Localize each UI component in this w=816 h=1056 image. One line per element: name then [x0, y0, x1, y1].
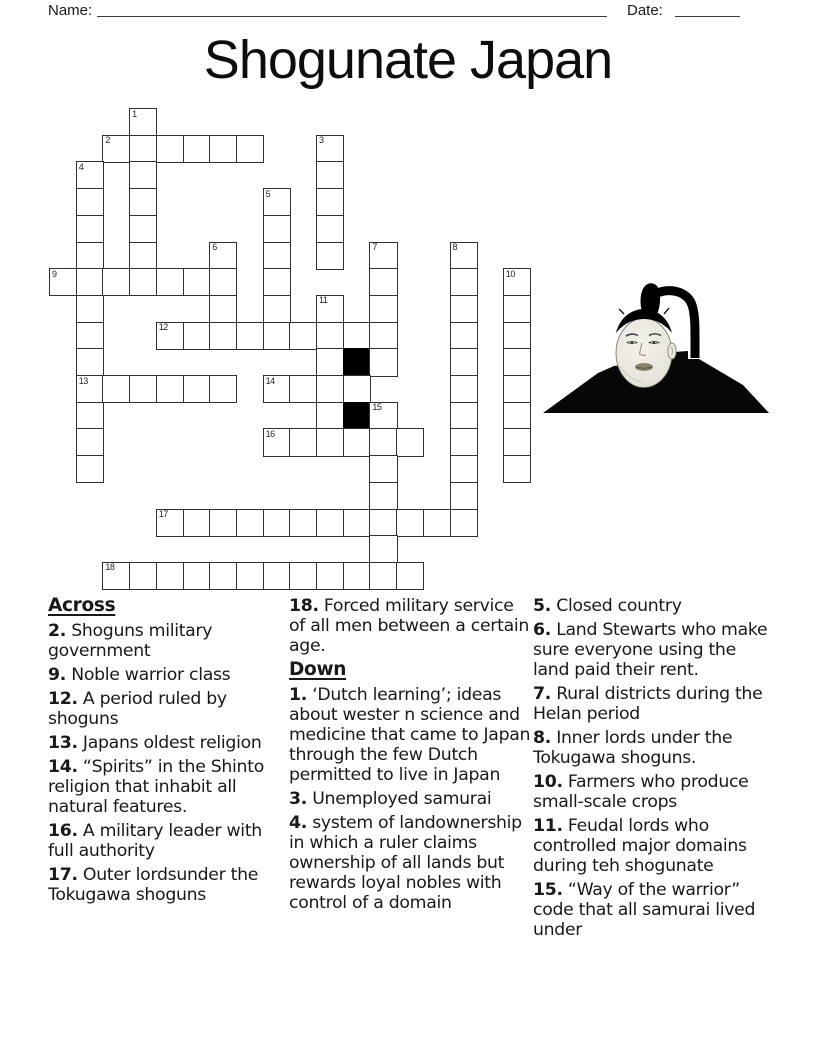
grid-cell-number: 9 — [52, 268, 57, 279]
grid-cell — [183, 375, 211, 403]
grid-cell — [102, 135, 130, 163]
grid-cell — [450, 482, 478, 510]
grid-cell — [129, 215, 157, 243]
grid-cell — [183, 322, 211, 350]
clue-10: 10. Farmers who produce small-scale crops — [533, 772, 749, 812]
grid-cell — [289, 428, 317, 456]
grid-cell — [263, 215, 291, 243]
grid-cell-number: 6 — [212, 242, 217, 252]
grid-cell-number: 18 — [105, 562, 115, 573]
grid-cell — [369, 242, 397, 270]
grid-cell — [289, 322, 317, 350]
grid-cell — [503, 375, 531, 403]
grid-cell — [156, 135, 184, 163]
clue-14: 14. “Spirits” in the Shinto religion that inhabit all natural features. — [48, 757, 264, 817]
grid-cell — [503, 428, 531, 456]
clue-number-label: 15. — [533, 880, 563, 900]
grid-cell — [236, 509, 264, 537]
grid-cell-number: 8 — [452, 242, 458, 252]
grid-cell — [76, 242, 104, 270]
grid-cell — [209, 242, 237, 270]
clue-number-label: 14. — [48, 757, 78, 777]
clue-9: 9. Noble warrior class — [48, 665, 231, 685]
grid-cell — [343, 322, 371, 350]
clue-number-label: 7. — [533, 684, 551, 704]
grid-cell-black — [343, 402, 371, 430]
grid-cell — [396, 562, 424, 590]
clue-2: 2. Shoguns military government — [48, 621, 213, 661]
clue-17: 17. Outer lordsunder the Tokugawa shoguns — [48, 865, 259, 905]
grid-cell — [369, 482, 397, 510]
grid-cell — [129, 135, 157, 163]
grid-cell — [209, 562, 237, 590]
grid-cell — [129, 562, 157, 590]
grid-cell — [209, 322, 237, 350]
grid-cell — [102, 268, 130, 296]
clue-number-label: 5. — [533, 596, 551, 616]
grid-cell-black — [343, 348, 371, 376]
clue-number-label: 6. — [533, 620, 551, 640]
grid-cell — [156, 375, 184, 403]
grid-cell — [156, 322, 184, 350]
grid-cell — [450, 348, 478, 376]
grid-cell — [183, 509, 211, 537]
grid-cell — [343, 509, 371, 537]
grid-cell — [183, 135, 211, 163]
grid-cell — [316, 402, 344, 430]
grid-cell-number: 10 — [505, 268, 515, 279]
grid-cell — [102, 562, 130, 590]
clue-16: 16. A military leader with full authority — [48, 821, 262, 861]
clue-3: 3. Unemployed samurai — [289, 789, 492, 809]
clue-18: 18. Forced military service of all men between a certain age. — [289, 596, 530, 656]
grid-cell — [263, 322, 291, 350]
grid-cell-number: 7 — [372, 242, 377, 252]
grid-cell-number: 1 — [132, 108, 137, 119]
date-line — [675, 2, 740, 17]
grid-cell — [183, 562, 211, 590]
grid-cell — [316, 428, 344, 456]
grid-cell — [450, 402, 478, 430]
clue-13: 13. Japans oldest religion — [48, 733, 262, 753]
hat-topknot-shape — [641, 283, 661, 315]
grid-cell — [76, 295, 104, 323]
grid-cell — [263, 562, 291, 590]
clue-8: 8. Inner lords under the Tokugawa shoguns. — [533, 728, 733, 768]
clue-number-label: 17. — [48, 865, 78, 885]
grid-cell — [236, 322, 264, 350]
grid-cell — [289, 562, 317, 590]
grid-cell — [129, 108, 157, 136]
clue-number-label: 9. — [48, 665, 66, 685]
grid-cell — [450, 295, 478, 323]
grid-cell — [129, 375, 157, 403]
clues-section-header-down: Down — [289, 659, 347, 680]
grid-cell — [369, 295, 397, 323]
grid-cell — [369, 348, 397, 376]
grid-cell-number: 4 — [78, 161, 84, 172]
grid-cell — [369, 402, 397, 430]
grid-cell — [263, 428, 291, 456]
clues-column-across — [48, 596, 286, 909]
grid-cell — [369, 428, 397, 456]
grid-cell — [76, 161, 104, 189]
page-title: Shogunate Japan — [203, 30, 613, 90]
grid-cell — [76, 268, 104, 296]
grid-cell — [316, 509, 344, 537]
grid-cell — [236, 135, 264, 163]
clues-column-middle — [289, 596, 532, 917]
right-pupil — [653, 341, 655, 343]
mouth-shape — [636, 364, 653, 371]
grid-cell — [129, 161, 157, 189]
grid-cell — [503, 295, 531, 323]
grid-cell — [369, 509, 397, 537]
grid-cell — [316, 295, 344, 323]
grid-cell — [289, 375, 317, 403]
grid-cell — [263, 268, 291, 296]
grid-cell — [369, 535, 397, 563]
grid-cell — [129, 268, 157, 296]
grid-cell — [450, 242, 478, 270]
grid-cell-number: 13 — [78, 375, 88, 386]
grid-cell — [369, 268, 397, 296]
grid-cell — [316, 322, 344, 350]
grid-cell-number: 11 — [319, 295, 328, 306]
grid-cell — [503, 268, 531, 296]
clue-5: 5. Closed country — [533, 596, 682, 616]
grid-cell — [263, 375, 291, 403]
grid-cell — [450, 455, 478, 483]
grid-cell — [343, 562, 371, 590]
grid-cell-number: 3 — [319, 135, 324, 146]
grid-cell — [263, 509, 291, 537]
clue-11: 11. Feudal lords who controlled major domains during teh shogunate — [533, 816, 747, 876]
grid-cell-number: 5 — [265, 188, 271, 199]
clue-7: 7. Rural districts during the Helan period — [533, 684, 763, 724]
grid-cell — [209, 509, 237, 537]
grid-cell — [129, 188, 157, 216]
clue-number-label: 1. — [289, 685, 307, 705]
grid-cell — [369, 455, 397, 483]
grid-cell — [76, 188, 104, 216]
grid-cell — [316, 375, 344, 403]
grid-cell — [209, 295, 237, 323]
shogun-illustration — [540, 281, 772, 417]
grid-cell — [316, 348, 344, 376]
ear-shape — [668, 343, 676, 359]
grid-cell-number: 17 — [158, 509, 168, 519]
grid-cell-number: 15 — [372, 402, 382, 413]
clue-15: 15. “Way of the warrior” code that all samurai lived under — [533, 880, 756, 940]
grid-cell-number: 16 — [265, 428, 275, 439]
clue-4: 4. system of landownership in which a ruler claims ownership of all lands but rewards loyal nobles with control of a domain — [289, 813, 522, 913]
clue-number-label: 3. — [289, 789, 307, 809]
grid-cell — [263, 188, 291, 216]
grid-cell — [396, 428, 424, 456]
clue-6: 6. Land Stewarts who make sure everyone using the land paid their rent. — [533, 620, 768, 680]
grid-cell — [236, 562, 264, 590]
name-line — [97, 2, 607, 17]
grid-cell — [76, 455, 104, 483]
grid-cell — [263, 242, 291, 270]
date-label: Date: — [627, 2, 663, 19]
grid-cell — [369, 322, 397, 350]
head-shape — [616, 319, 672, 388]
clue-number-label: 4. — [289, 813, 307, 833]
clues-column-down — [533, 596, 773, 944]
grid-cell — [423, 509, 451, 537]
grid-cell — [503, 348, 531, 376]
grid-cell — [156, 268, 184, 296]
grid-cell — [396, 509, 424, 537]
grid-cell — [343, 375, 371, 403]
grid-cell — [289, 509, 317, 537]
grid-cell — [316, 135, 344, 163]
grid-cell — [316, 242, 344, 270]
grid-cell — [209, 375, 237, 403]
grid-cell — [76, 215, 104, 243]
grid-cell — [209, 135, 237, 163]
left-pupil — [631, 341, 633, 343]
grid-cell — [76, 402, 104, 430]
grid-cell — [183, 268, 211, 296]
grid-cell — [156, 562, 184, 590]
grid-cell — [316, 161, 344, 189]
grid-cell — [450, 375, 478, 403]
grid-cell — [369, 562, 397, 590]
grid-cell-number: 12 — [158, 322, 168, 333]
grid-cell — [129, 242, 157, 270]
grid-cell-number: 14 — [265, 375, 275, 386]
grid-cell — [503, 455, 531, 483]
crossword-grid — [49, 108, 531, 590]
grid-cell — [76, 348, 104, 376]
grid-cell — [343, 428, 371, 456]
grid-cell — [450, 509, 478, 537]
grid-cell — [76, 322, 104, 350]
clue-number-label: 2. — [48, 621, 66, 641]
clue-number-label: 11. — [533, 816, 563, 836]
grid-cell — [76, 375, 104, 403]
grid-cell — [503, 402, 531, 430]
clues-section-header-across: Across — [48, 595, 116, 616]
grid-cell — [316, 188, 344, 216]
grid-cell — [263, 295, 291, 323]
grid-cell — [209, 268, 237, 296]
grid-cell — [102, 375, 130, 403]
grid-cell — [76, 428, 104, 456]
clue-number-label: 10. — [533, 772, 563, 792]
clue-12: 12. A period ruled by shoguns — [48, 689, 227, 729]
grid-cell — [450, 322, 478, 350]
clue-number-label: 8. — [533, 728, 551, 748]
grid-cell — [316, 215, 344, 243]
clue-number-label: 16. — [48, 821, 78, 841]
grid-cell — [156, 509, 184, 537]
clue-number-label: 13. — [48, 733, 78, 753]
grid-cell — [316, 562, 344, 590]
grid-cell — [49, 268, 77, 296]
grid-cell — [450, 268, 478, 296]
clue-number-label: 18. — [289, 596, 319, 616]
name-label: Name: — [48, 2, 93, 19]
clue-1: 1. ‘Dutch learning’; ideas about wester n science and medicine that came to Japan through the few Dutch permitted to live in Japan — [289, 685, 531, 785]
grid-cell — [450, 428, 478, 456]
grid-cell-number: 2 — [105, 135, 110, 146]
clue-number-label: 12. — [48, 689, 78, 709]
grid-cell — [503, 322, 531, 350]
